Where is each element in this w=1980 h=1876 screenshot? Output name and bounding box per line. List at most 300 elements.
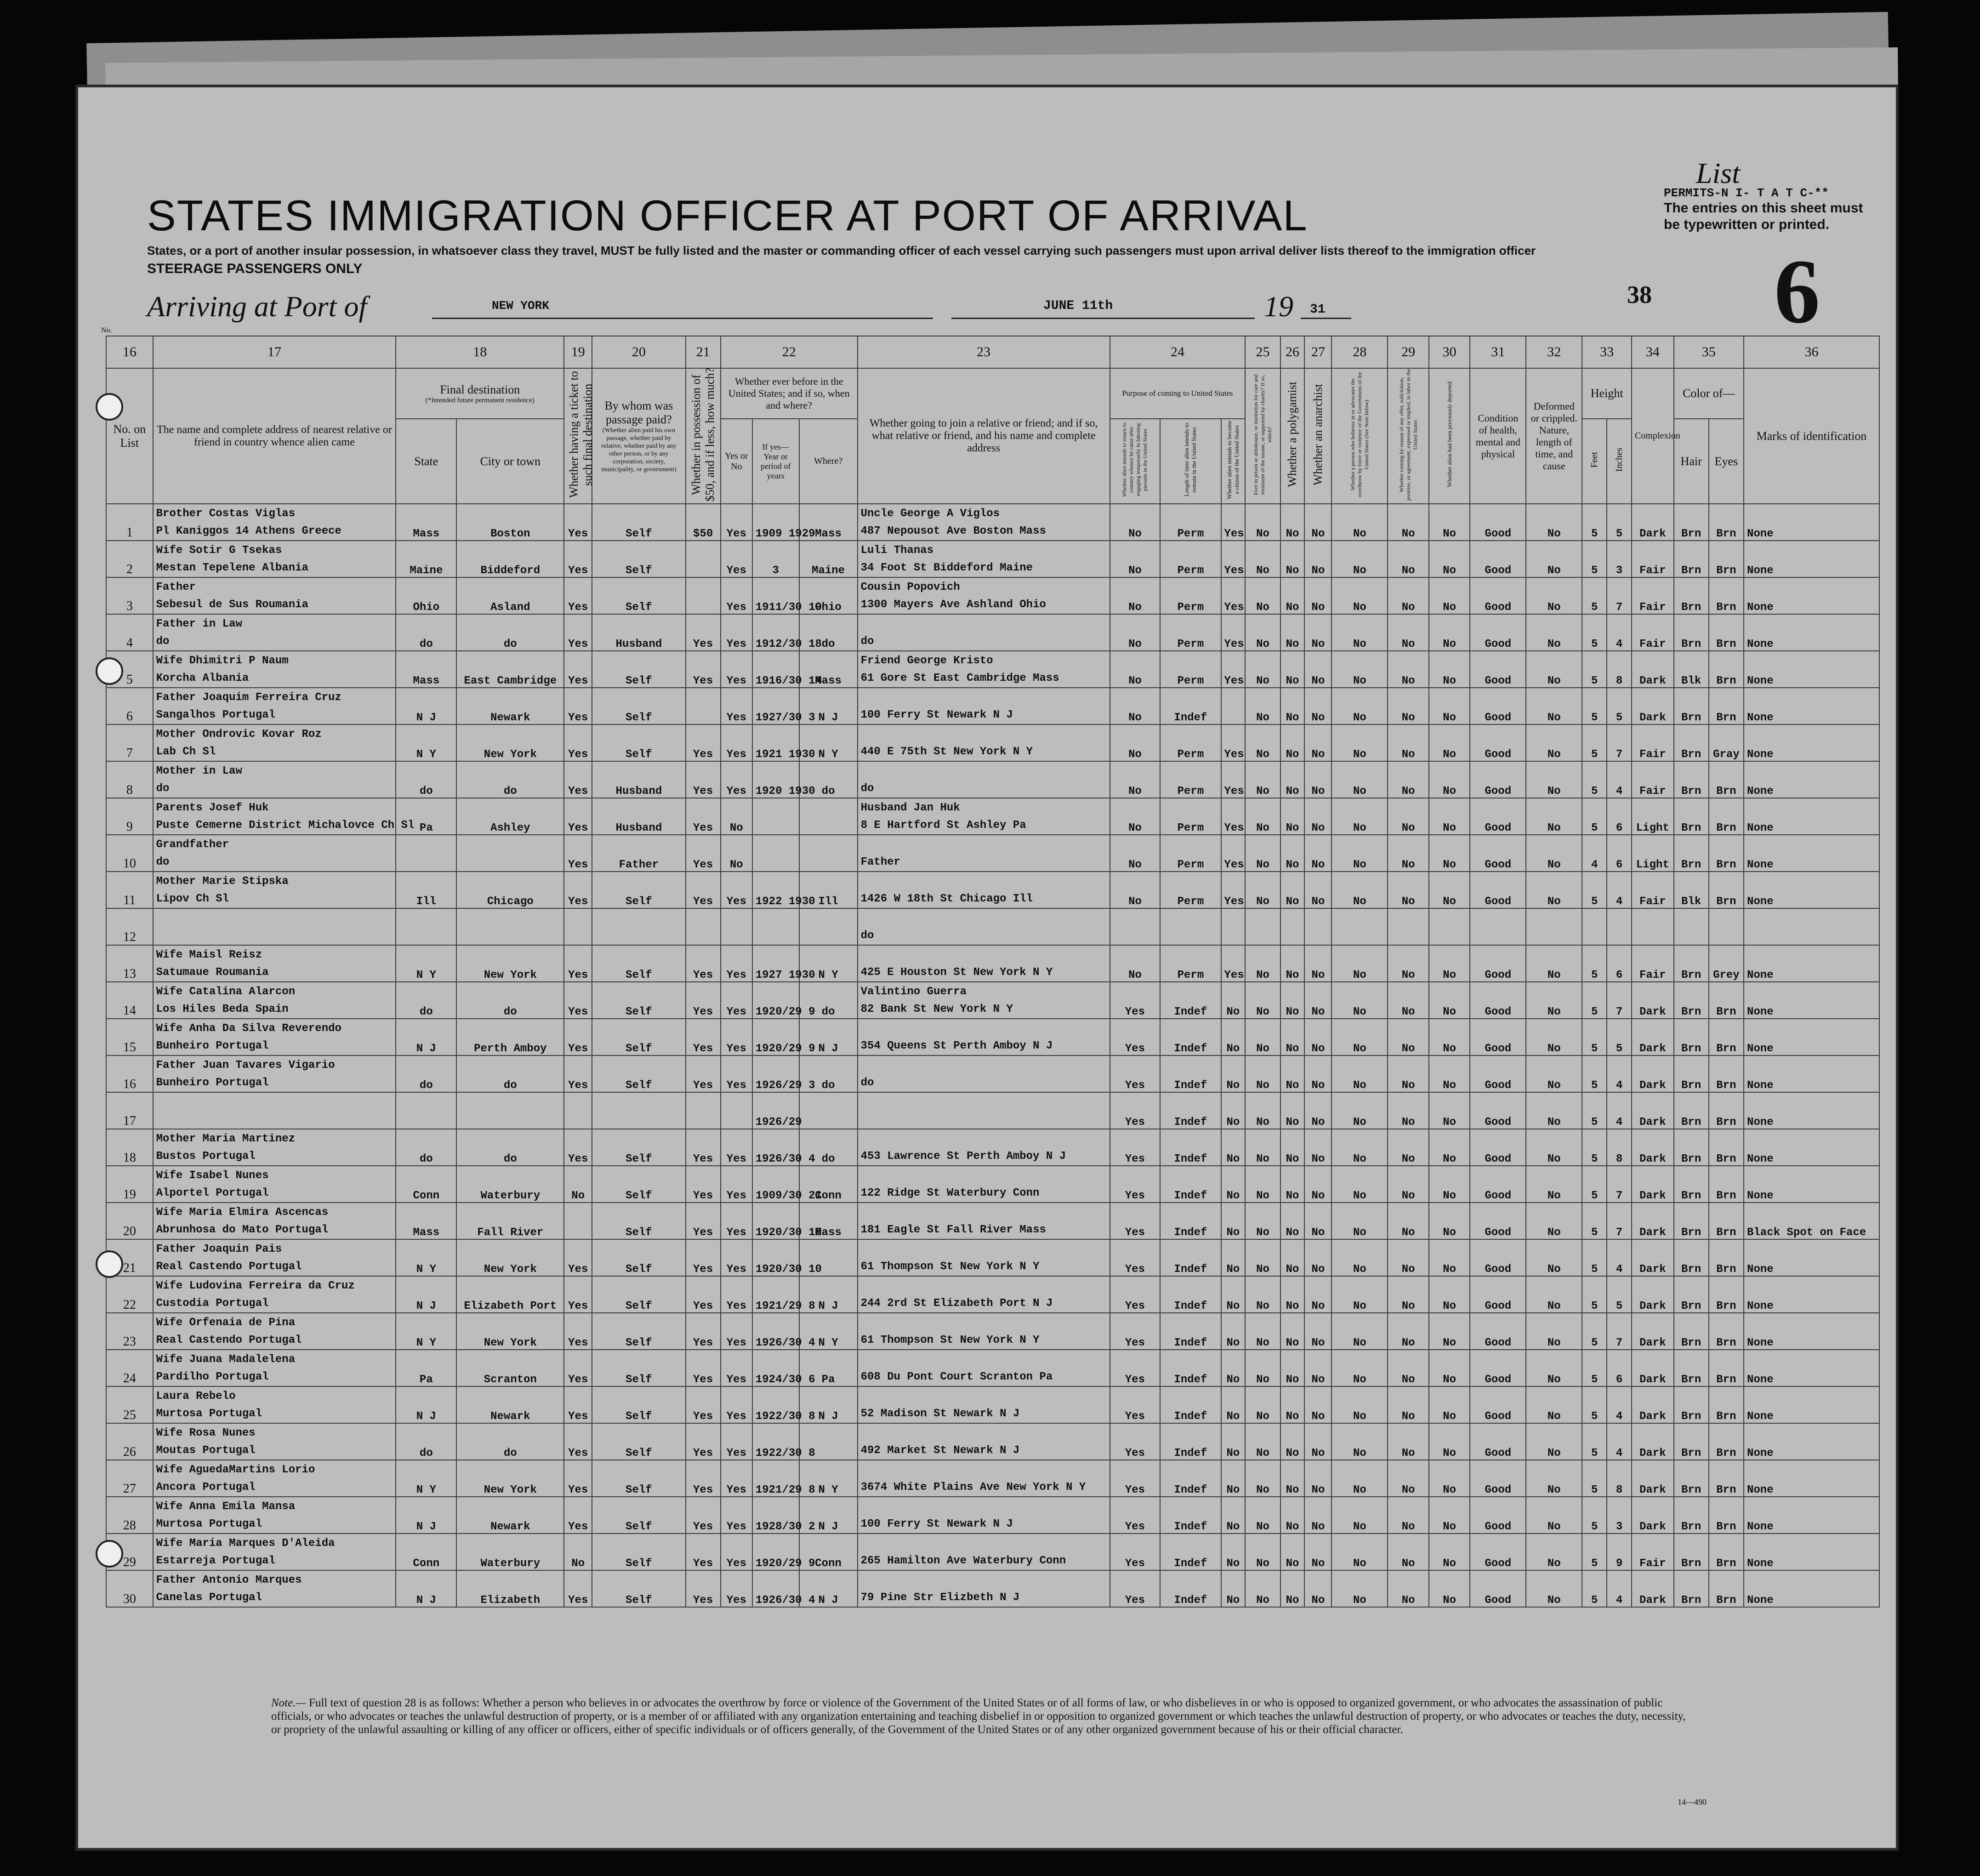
state-cell: N Y — [396, 1239, 456, 1276]
prison-cell: No — [1245, 1350, 1280, 1386]
length-cell: Perm — [1160, 724, 1221, 761]
q29-cell: No — [1388, 798, 1428, 835]
ticket-cell: Yes — [564, 651, 592, 688]
eyes-cell: Brn — [1709, 688, 1744, 724]
city-cell: do — [456, 614, 564, 651]
period-cell: 1922/30 8 — [752, 1423, 799, 1460]
prison-cell: No — [1245, 982, 1280, 1019]
joining-cell — [858, 1460, 1110, 1497]
where-cell — [799, 908, 858, 945]
joining-cell-line2: 61 Thompson St New York N Y — [860, 1334, 1040, 1346]
relative-cell-line1: Father in Law — [156, 618, 242, 630]
inches-cell: 7 — [1607, 982, 1632, 1019]
relative-cell-line2: Lipov Ch Sl — [156, 893, 229, 905]
relative-cell — [153, 1534, 396, 1570]
q28-cell — [1331, 908, 1388, 945]
q30-cell: No — [1429, 1129, 1470, 1166]
health-cell: Good — [1470, 982, 1526, 1019]
where-cell: Mass — [799, 651, 858, 688]
polygamist-cell: No — [1280, 1055, 1305, 1092]
relative-cell-line1: Wife Catalina Alarcon — [156, 986, 296, 998]
final-destination-header — [396, 368, 564, 419]
where-cell: do — [799, 761, 858, 798]
relative-cell-line2: Sangalhos Portugal — [156, 709, 275, 721]
marks-cell: None — [1744, 1534, 1879, 1570]
state-cell — [396, 835, 456, 872]
length-header — [1160, 419, 1221, 504]
length-cell: Indef — [1160, 1534, 1221, 1570]
relative-cell — [153, 1019, 396, 1055]
year-prefix: 19 — [1264, 290, 1293, 323]
table-row — [106, 945, 1879, 982]
q29-cell: No — [1388, 614, 1428, 651]
feet-cell: 5 — [1582, 1276, 1607, 1313]
before-cell: Yes — [721, 1239, 752, 1276]
q29-cell: No — [1388, 1534, 1428, 1570]
joining-cell-line1: Husband Jan Huk — [860, 802, 960, 814]
inches-cell: 9 — [1607, 1534, 1632, 1570]
joining-cell-line2: 82 Bank St New York N Y — [860, 1003, 1013, 1015]
citizen-cell: No — [1221, 1497, 1246, 1534]
money-cell: Yes — [686, 1166, 721, 1203]
q28-cell: No — [1331, 1055, 1388, 1092]
table-row — [106, 835, 1879, 872]
before-cell: Yes — [721, 982, 752, 1019]
relative-cell-line2: Mestan Tepelene Albania — [156, 562, 308, 574]
marks-cell: None — [1744, 1239, 1879, 1276]
deformed-cell: No — [1526, 724, 1582, 761]
col-number: 17 — [153, 336, 396, 368]
relative-cell-line2: do — [156, 782, 170, 795]
q29-header — [1388, 368, 1428, 504]
return-header-text: Whether alien intends to return to country whence he came after engaging temporarily in laboring pursuits in the United States — [1121, 422, 1149, 497]
joining-cell-line2: do — [860, 782, 874, 795]
joining-cell-line2: 244 2rd St Elizabeth Port N J — [860, 1297, 1053, 1310]
q29-cell: No — [1388, 761, 1428, 798]
ticket-cell: Yes — [564, 1313, 592, 1350]
col-number: 29 — [1388, 336, 1428, 368]
anarchist-cell: No — [1304, 1497, 1331, 1534]
anarchist-cell: No — [1304, 1055, 1331, 1092]
row-number: 4 — [106, 614, 153, 651]
money-cell: Yes — [686, 1534, 721, 1570]
state-cell: do — [396, 761, 456, 798]
period-cell: 1926/30 4 — [752, 1570, 799, 1607]
joining-cell-line2: do — [860, 635, 874, 648]
passage-cell: Self — [592, 577, 685, 614]
ticket-cell: Yes — [564, 688, 592, 724]
hair-cell: Brn — [1674, 1386, 1709, 1423]
return-cell: No — [1110, 945, 1161, 982]
relative-cell — [153, 614, 396, 651]
relative-cell — [153, 541, 396, 577]
relative-cell — [153, 761, 396, 798]
row-number: 20 — [106, 1203, 153, 1239]
money-cell: Yes — [686, 1497, 721, 1534]
period-cell: 1909/30 21 — [752, 1166, 799, 1203]
period-cell: 1922/30 8 — [752, 1386, 799, 1423]
return-cell: No — [1110, 541, 1161, 577]
binder-hole — [96, 393, 123, 421]
citizen-cell: No — [1221, 1092, 1246, 1129]
relative-cell — [153, 577, 396, 614]
q30-cell: No — [1429, 835, 1470, 872]
q28-cell: No — [1331, 1423, 1388, 1460]
complexion-cell: Fair — [1632, 872, 1673, 908]
return-header — [1110, 419, 1161, 504]
city-cell: do — [456, 982, 564, 1019]
relative-cell — [153, 982, 396, 1019]
feet-cell: 5 — [1582, 1313, 1607, 1350]
feet-cell: 5 — [1582, 651, 1607, 688]
question-28-note — [271, 1696, 1696, 1736]
joining-cell — [858, 577, 1110, 614]
period-header — [752, 419, 799, 504]
eyes-cell: Brn — [1709, 1019, 1744, 1055]
complexion-cell: Dark — [1632, 1166, 1673, 1203]
row-number: 21 — [106, 1239, 153, 1276]
relative-cell-line2: Real Castendo Portugal — [156, 1334, 302, 1346]
length-cell: Indef — [1160, 982, 1221, 1019]
polygamist-cell: No — [1280, 945, 1305, 982]
inches-cell: 4 — [1607, 1239, 1632, 1276]
inches-cell: 4 — [1607, 1055, 1632, 1092]
row-number: 13 — [106, 945, 153, 982]
deformed-cell: No — [1526, 1166, 1582, 1203]
ticket-cell — [564, 908, 592, 945]
polygamist-cell: No — [1280, 1092, 1305, 1129]
city-cell: Waterbury — [456, 1166, 564, 1203]
row-number: 25 — [106, 1386, 153, 1423]
q28-cell: No — [1331, 1239, 1388, 1276]
relative-cell-line1: Wife Maria Marques D'Aleida — [156, 1537, 335, 1550]
anarchist-cell: No — [1304, 761, 1331, 798]
prison-header — [1245, 368, 1280, 504]
q28-cell: No — [1331, 1092, 1388, 1129]
health-cell: Good — [1470, 541, 1526, 577]
hair-cell: Brn — [1674, 1203, 1709, 1239]
polygamist-cell: No — [1280, 798, 1305, 835]
deformed-cell: No — [1526, 1423, 1582, 1460]
inches-header — [1607, 419, 1632, 504]
return-cell: No — [1110, 504, 1161, 541]
joining-cell — [858, 982, 1110, 1019]
feet-header-text: Feet — [1589, 451, 1599, 468]
prison-cell: No — [1245, 1166, 1280, 1203]
health-cell: Good — [1470, 651, 1526, 688]
joining-header: Whether going to join a relative or friend; and if so, what relative or friend, and his name and complete address — [858, 368, 1110, 504]
where-cell — [799, 1092, 858, 1129]
anarchist-cell: No — [1304, 945, 1331, 982]
relative-cell-line2: Bunheiro Portugal — [156, 1040, 269, 1052]
period-cell — [752, 798, 799, 835]
prison-cell: No — [1245, 541, 1280, 577]
row-number: 26 — [106, 1423, 153, 1460]
marks-cell: None — [1744, 1166, 1879, 1203]
hair-cell: Brn — [1674, 724, 1709, 761]
col-number: 35 — [1674, 336, 1744, 368]
q28-cell: No — [1331, 1497, 1388, 1534]
marks-cell: None — [1744, 1460, 1879, 1497]
hair-cell: Brn — [1674, 1019, 1709, 1055]
table-row — [106, 1386, 1879, 1423]
feet-cell: 5 — [1582, 1350, 1607, 1386]
anarchist-cell: No — [1304, 1313, 1331, 1350]
q30-cell: No — [1429, 1460, 1470, 1497]
before-cell: Yes — [721, 1129, 752, 1166]
relative-cell-line2: Custodia Portugal — [156, 1297, 269, 1310]
return-cell: No — [1110, 651, 1161, 688]
marks-cell: None — [1744, 872, 1879, 908]
return-cell — [1110, 908, 1161, 945]
row-number: 24 — [106, 1350, 153, 1386]
polygamist-cell: No — [1280, 541, 1305, 577]
polygamist-cell: No — [1280, 1423, 1305, 1460]
health-cell — [1470, 908, 1526, 945]
state-cell: Pa — [396, 798, 456, 835]
return-cell: No — [1110, 577, 1161, 614]
q30-cell: No — [1429, 614, 1470, 651]
deformed-cell: No — [1526, 1092, 1582, 1129]
joining-cell — [858, 1497, 1110, 1534]
return-cell: Yes — [1110, 1203, 1161, 1239]
q28-cell: No — [1331, 1166, 1388, 1203]
ticket-cell: Yes — [564, 761, 592, 798]
feet-cell: 5 — [1582, 1092, 1607, 1129]
row-number: 10 — [106, 835, 153, 872]
final-destination-title: Final destination — [440, 382, 520, 396]
marks-cell: None — [1744, 798, 1879, 835]
eyes-cell: Brn — [1709, 651, 1744, 688]
city-cell: Elizabeth — [456, 1570, 564, 1607]
passage-cell: Self — [592, 651, 685, 688]
eyes-cell: Brn — [1709, 1497, 1744, 1534]
eyes-cell: Brn — [1709, 614, 1744, 651]
deformed-cell: No — [1526, 1019, 1582, 1055]
money-cell: Yes — [686, 1423, 721, 1460]
prison-cell: No — [1245, 798, 1280, 835]
complexion-cell: Dark — [1632, 1423, 1673, 1460]
citizen-cell: No — [1221, 1129, 1246, 1166]
where-cell: Conn — [799, 1534, 858, 1570]
hair-cell: Brn — [1674, 1055, 1709, 1092]
row-number: 3 — [106, 577, 153, 614]
relative-cell-line2: Real Castendo Portugal — [156, 1260, 302, 1273]
eyes-cell: Brn — [1709, 504, 1744, 541]
inches-cell: 8 — [1607, 1129, 1632, 1166]
hair-cell — [1674, 908, 1709, 945]
health-cell: Good — [1470, 688, 1526, 724]
relative-cell-line1: Laura Rebelo — [156, 1390, 236, 1403]
hair-cell: Brn — [1674, 688, 1709, 724]
joining-cell — [858, 1570, 1110, 1607]
period-cell — [752, 835, 799, 872]
joining-cell — [858, 1350, 1110, 1386]
joining-cell — [858, 651, 1110, 688]
marks-cell: None — [1744, 982, 1879, 1019]
before-cell: Yes — [721, 1055, 752, 1092]
joining-cell — [858, 614, 1110, 651]
length-header-text: Length of time alien intends to remain in the United States — [1183, 423, 1198, 496]
complexion-cell: Dark — [1632, 504, 1673, 541]
deformed-cell: No — [1526, 1203, 1582, 1239]
state-cell: do — [396, 1055, 456, 1092]
city-cell: Perth Amboy — [456, 1019, 564, 1055]
passage-cell: Self — [592, 1497, 685, 1534]
col-number: 32 — [1526, 336, 1582, 368]
row-number: 15 — [106, 1019, 153, 1055]
inches-cell: 8 — [1607, 1460, 1632, 1497]
q29-header-text: Whether coming by reason of any offer, solicitation, promise, or agreement, expressed or implied, to labor in the United States — [1398, 368, 1418, 501]
inches-cell: 5 — [1607, 1019, 1632, 1055]
citizen-cell: No — [1221, 1166, 1246, 1203]
joining-cell — [858, 1129, 1110, 1166]
q30-cell: No — [1429, 541, 1470, 577]
where-cell: N J — [799, 1386, 858, 1423]
health-cell: Good — [1470, 835, 1526, 872]
ticket-cell — [564, 1092, 592, 1129]
joining-cell-line1: Valintino Guerra — [860, 986, 967, 998]
city-cell: Ashley — [456, 798, 564, 835]
table-row — [106, 761, 1879, 798]
polygamist-cell: No — [1280, 1350, 1305, 1386]
q28-cell: No — [1331, 761, 1388, 798]
length-cell: Indef — [1160, 1239, 1221, 1276]
relative-cell-line1: Wife Rosa Nunes — [156, 1427, 256, 1439]
passage-cell: Self — [592, 1570, 685, 1607]
q30-cell: No — [1429, 982, 1470, 1019]
period-label: Year or period of years — [760, 451, 791, 480]
anarchist-cell: No — [1304, 688, 1331, 724]
citizen-cell: No — [1221, 1055, 1246, 1092]
before-cell: Yes — [721, 1350, 752, 1386]
col-number: 20 — [592, 336, 685, 368]
passage-cell: Self — [592, 1534, 685, 1570]
relative-cell — [153, 908, 396, 945]
col-number: 30 — [1429, 336, 1470, 368]
joining-cell — [858, 945, 1110, 982]
relative-cell — [153, 1423, 396, 1460]
relative-cell — [153, 1570, 396, 1607]
where-cell: N J — [799, 1276, 858, 1313]
before-cell: Yes — [721, 761, 752, 798]
citizen-cell: Yes — [1221, 945, 1246, 982]
where-cell: Mass — [799, 504, 858, 541]
polygamist-cell: No — [1280, 614, 1305, 651]
passage-cell: Self — [592, 1423, 685, 1460]
where-cell: N Y — [799, 945, 858, 982]
row-number: 17 — [106, 1092, 153, 1129]
length-cell: Indef — [1160, 688, 1221, 724]
period-cell: 1912/30 18 — [752, 614, 799, 651]
hair-cell: Brn — [1674, 577, 1709, 614]
feet-cell: 5 — [1582, 1129, 1607, 1166]
anarchist-cell: No — [1304, 614, 1331, 651]
health-cell: Good — [1470, 504, 1526, 541]
where-cell: do — [799, 982, 858, 1019]
eyes-cell: Brn — [1709, 1570, 1744, 1607]
complexion-cell: Dark — [1632, 651, 1673, 688]
relative-cell-line2: Satumaue Roumania — [156, 966, 269, 979]
state-cell: N J — [396, 1019, 456, 1055]
health-cell: Good — [1470, 761, 1526, 798]
period-cell: 1920/30 10 — [752, 1239, 799, 1276]
date-underline — [951, 317, 1255, 319]
money-cell — [686, 908, 721, 945]
citizen-cell: No — [1221, 1534, 1246, 1570]
return-cell: Yes — [1110, 1055, 1161, 1092]
state-cell: N J — [396, 1497, 456, 1534]
inches-cell: 7 — [1607, 724, 1632, 761]
deformed-cell: No — [1526, 835, 1582, 872]
relative-cell-line2: Lab Ch Sl — [156, 746, 216, 758]
q30-cell — [1429, 908, 1470, 945]
inches-cell: 6 — [1607, 798, 1632, 835]
joining-cell — [858, 688, 1110, 724]
table-row — [106, 1423, 1879, 1460]
relative-cell-line2: Sebesul de Sus Roumania — [156, 599, 308, 611]
state-cell: Pa — [396, 1350, 456, 1386]
relative-cell — [153, 1350, 396, 1386]
table-row — [106, 651, 1879, 688]
row-number: 23 — [106, 1313, 153, 1350]
prison-cell: No — [1245, 945, 1280, 982]
citizen-cell: Yes — [1221, 872, 1246, 908]
eyes-cell: Brn — [1709, 1276, 1744, 1313]
row-number: 8 — [106, 761, 153, 798]
deformed-cell: No — [1526, 1534, 1582, 1570]
prison-cell: No — [1245, 1055, 1280, 1092]
q29-cell: No — [1388, 1203, 1428, 1239]
table-row — [106, 1055, 1879, 1092]
complexion-cell — [1632, 908, 1673, 945]
money-cell — [686, 688, 721, 724]
passage-cell: Self — [592, 1350, 685, 1386]
period-cell: 1921/29 8 — [752, 1276, 799, 1313]
hair-cell: Brn — [1674, 1350, 1709, 1386]
before-cell: No — [721, 835, 752, 872]
q29-cell: No — [1388, 1019, 1428, 1055]
relative-cell-line1: Mother in Law — [156, 765, 242, 777]
health-cell: Good — [1470, 1386, 1526, 1423]
row-number: 9 — [106, 798, 153, 835]
return-cell: Yes — [1110, 1570, 1161, 1607]
ticket-cell: Yes — [564, 614, 592, 651]
anarchist-cell: No — [1304, 835, 1331, 872]
q28-cell: No — [1331, 1313, 1388, 1350]
prison-cell: No — [1245, 835, 1280, 872]
deformed-cell: No — [1526, 688, 1582, 724]
eyes-cell: Gray — [1709, 724, 1744, 761]
feet-cell: 5 — [1582, 724, 1607, 761]
row-number: 16 — [106, 1055, 153, 1092]
no-on-list-header: No. on List — [106, 368, 153, 504]
state-cell: N J — [396, 1276, 456, 1313]
state-header: State — [396, 419, 456, 504]
money-header-text: Whether in possession of $50, and if less, how much? — [689, 367, 717, 502]
health-cell: Good — [1470, 945, 1526, 982]
hair-cell: Blk — [1674, 872, 1709, 908]
relative-cell-line1: Brother Costas Viglas — [156, 507, 296, 520]
q30-cell: No — [1429, 1423, 1470, 1460]
q29-cell: No — [1388, 835, 1428, 872]
q29-cell: No — [1388, 1092, 1428, 1129]
relative-cell — [153, 945, 396, 982]
where-cell: N J — [799, 1019, 858, 1055]
table-row — [106, 688, 1879, 724]
city-cell: East Cambridge — [456, 651, 564, 688]
hair-cell: Brn — [1674, 1092, 1709, 1129]
